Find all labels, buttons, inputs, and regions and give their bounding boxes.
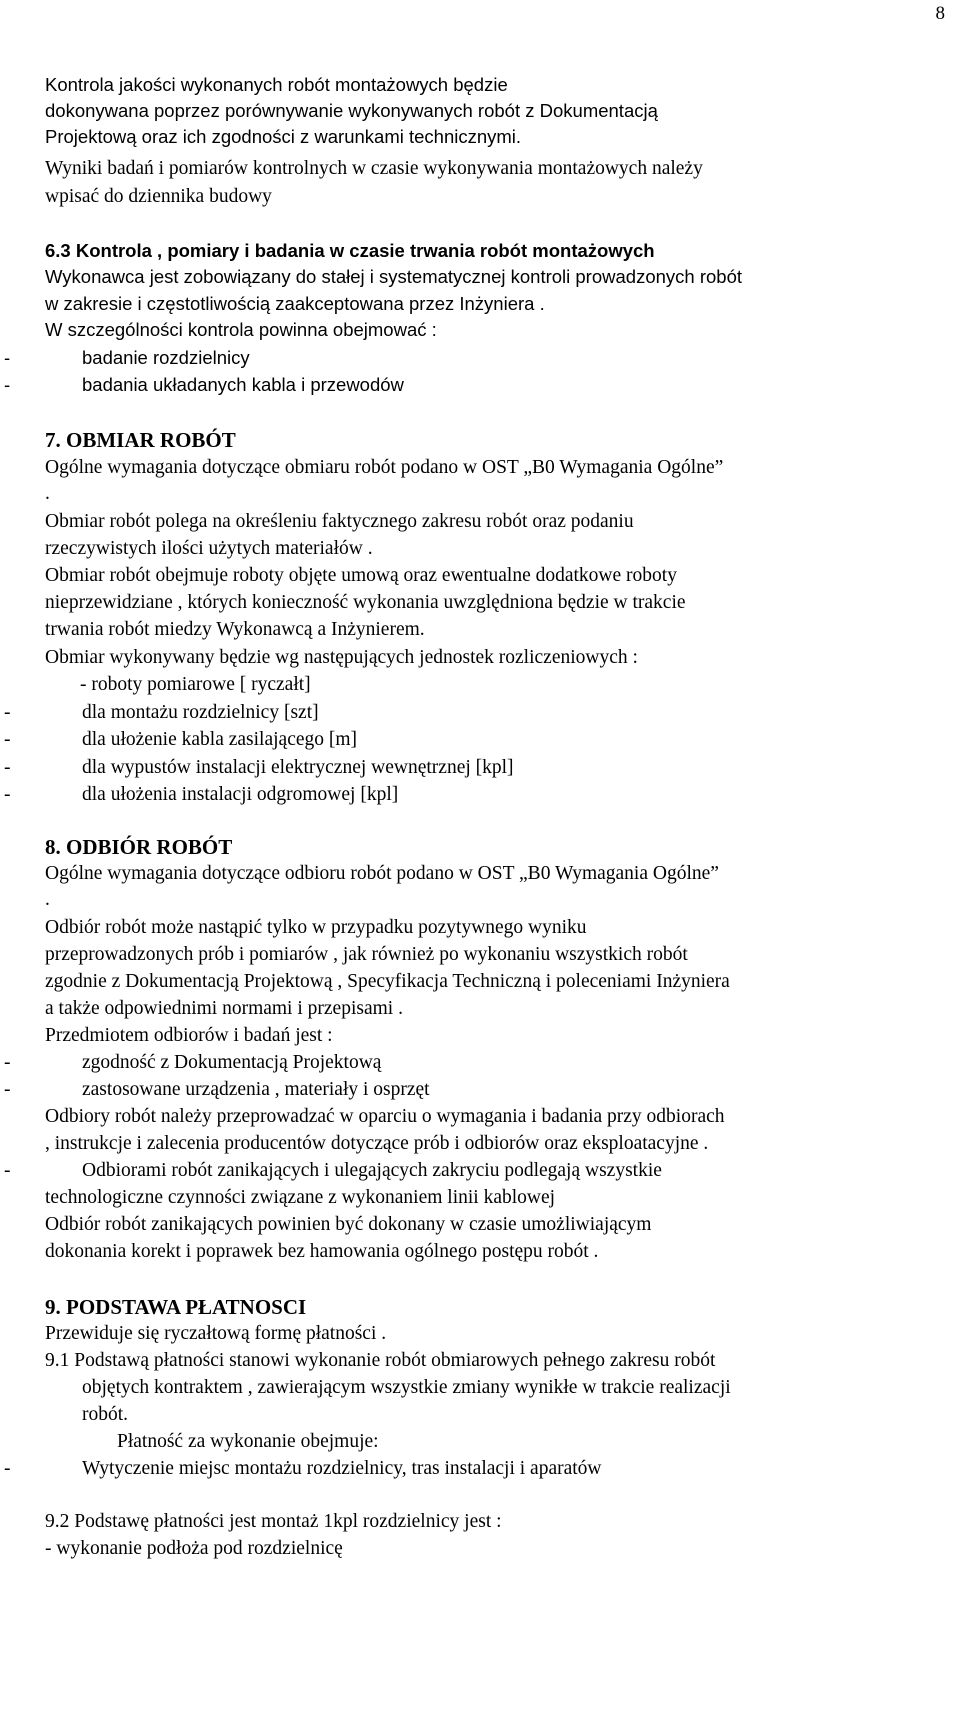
list-bullet: - bbox=[4, 784, 11, 805]
text-line: Projektową oraz ich zgodności z warunkami technicznymi. bbox=[45, 126, 522, 147]
section-heading: 6.3 Kontrola , pomiary i badania w czasie trwania robót montażowych bbox=[45, 240, 655, 261]
text-line: zastosowane urządzenia , materiały i osprzęt bbox=[82, 1079, 430, 1100]
text-line: dokonania korekt i poprawek bez hamowania ogólnego postępu robót . bbox=[45, 1241, 599, 1262]
text-line: Wytyczenie miejsc montażu rozdzielnicy, tras instalacji i aparatów bbox=[82, 1458, 602, 1479]
text-line: wpisać do dziennika budowy bbox=[45, 186, 272, 207]
text-line: Przewiduje się ryczałtową formę płatności . bbox=[45, 1323, 387, 1344]
text-line: Odbiór robót zanikających powinien być dokonany w czasie umożliwiającym bbox=[45, 1214, 652, 1235]
list-bullet: - bbox=[4, 702, 11, 723]
text-line: dla wypustów instalacji elektrycznej wewnętrznej [kpl] bbox=[82, 757, 514, 778]
list-bullet: - bbox=[4, 729, 11, 750]
list-bullet: - bbox=[4, 347, 11, 368]
text-line: w zakresie i częstotliwością zaakceptowana przez Inżyniera . bbox=[45, 293, 545, 314]
list-bullet: - bbox=[4, 1079, 11, 1100]
text-line: dla ułożenie kabla zasilającego [m] bbox=[82, 729, 358, 750]
list-bullet: - bbox=[4, 374, 11, 395]
text-line: W szczególności kontrola powinna obejmować : bbox=[45, 319, 437, 340]
section-heading: 7. OBMIAR ROBÓT bbox=[45, 428, 236, 452]
text-line: . bbox=[45, 483, 50, 504]
text-line: a także odpowiednimi normami i przepisami . bbox=[45, 998, 403, 1019]
page-number: 8 bbox=[935, 3, 945, 24]
text-line: Wykonawca jest zobowiązany do stałej i systematycznej kontroli prowadzonych robót bbox=[45, 266, 742, 287]
text-line: Odbiory robót należy przeprowadzać w oparciu o wymagania i badania przy odbiorach bbox=[45, 1106, 725, 1127]
text-line: Obmiar robót polega na określeniu faktycznego zakresu robót oraz podaniu bbox=[45, 511, 634, 532]
text-line: badanie rozdzielnicy bbox=[82, 347, 250, 368]
text-line: zgodnie z Dokumentacją Projektową , Specyfikacja Techniczną i poleceniami Inżyniera bbox=[45, 971, 730, 992]
text-line: Przedmiotem odbiorów i badań jest : bbox=[45, 1025, 333, 1046]
text-line: Ogólne wymagania dotyczące obmiaru robót podano w OST „B0 Wymagania Ogólne” bbox=[45, 457, 724, 478]
text-line: 9.1 Podstawą płatności stanowi wykonanie robót obmiarowych pełnego zakresu robót bbox=[45, 1350, 716, 1371]
text-line: Wyniki badań i pomiarów kontrolnych w czasie wykonywania montażowych należy bbox=[45, 158, 703, 179]
text-line: Obmiar robót obejmuje roboty objęte umową oraz ewentualne dodatkowe roboty bbox=[45, 565, 677, 586]
text-line: trwania robót miedzy Wykonawcą a Inżynierem. bbox=[45, 619, 425, 640]
text-line: nieprzewidziane , których konieczność wykonania uwzględniona będzie w trakcie bbox=[45, 592, 686, 613]
text-line: , instrukcje i zalecenia producentów dotyczące prób i odbiorów oraz eksploatacyjne . bbox=[45, 1133, 709, 1154]
text-line: Płatność za wykonanie obejmuje: bbox=[117, 1431, 379, 1452]
section-heading: 8. ODBIÓR ROBÓT bbox=[45, 835, 233, 859]
text-line: - roboty pomiarowe [ ryczałt] bbox=[80, 674, 311, 695]
text-line: dla montażu rozdzielnicy [szt] bbox=[82, 702, 319, 723]
text-line: - wykonanie podłoża pod rozdzielnicę bbox=[45, 1538, 343, 1559]
list-bullet: - bbox=[4, 1052, 11, 1073]
list-bullet: - bbox=[4, 1160, 11, 1181]
text-line: objętych kontraktem , zawierającym wszystkie zmiany wynikłe w trakcie realizacji bbox=[82, 1377, 731, 1398]
text-line: robót. bbox=[82, 1404, 129, 1425]
list-bullet: - bbox=[4, 1458, 11, 1479]
text-line: Odbiorami robót zanikających i ulegających zakryciu podlegają wszystkie bbox=[82, 1160, 662, 1181]
text-line: Kontrola jakości wykonanych robót montażowych będzie bbox=[45, 74, 508, 95]
text-line: Odbiór robót może nastąpić tylko w przypadku pozytywnego wyniku bbox=[45, 917, 587, 938]
text-line: rzeczywistych ilości użytych materiałów . bbox=[45, 538, 373, 559]
text-line: 9.2 Podstawę płatności jest montaż 1kpl rozdzielnicy jest : bbox=[45, 1511, 502, 1532]
section-heading: 9. PODSTAWA PŁATNOSCI bbox=[45, 1295, 307, 1319]
text-line: Obmiar wykonywany będzie wg następujących jednostek rozliczeniowych : bbox=[45, 647, 638, 668]
text-line: dokonywana poprzez porównywanie wykonywanych robót z Dokumentacją bbox=[45, 100, 658, 121]
text-line: technologiczne czynności związane z wykonaniem linii kablowej bbox=[45, 1187, 556, 1208]
text-line: badania układanych kabla i przewodów bbox=[82, 374, 404, 395]
text-line: zgodność z Dokumentacją Projektową bbox=[82, 1052, 382, 1073]
text-line: dla ułożenia instalacji odgromowej [kpl] bbox=[82, 784, 399, 805]
text-line: Ogólne wymagania dotyczące odbioru robót podano w OST „B0 Wymagania Ogólne” bbox=[45, 863, 719, 884]
text-line: przeprowadzonych prób i pomiarów , jak również po wykonaniu wszystkich robót bbox=[45, 944, 688, 965]
text-line: . bbox=[45, 889, 50, 910]
list-bullet: - bbox=[4, 757, 11, 778]
